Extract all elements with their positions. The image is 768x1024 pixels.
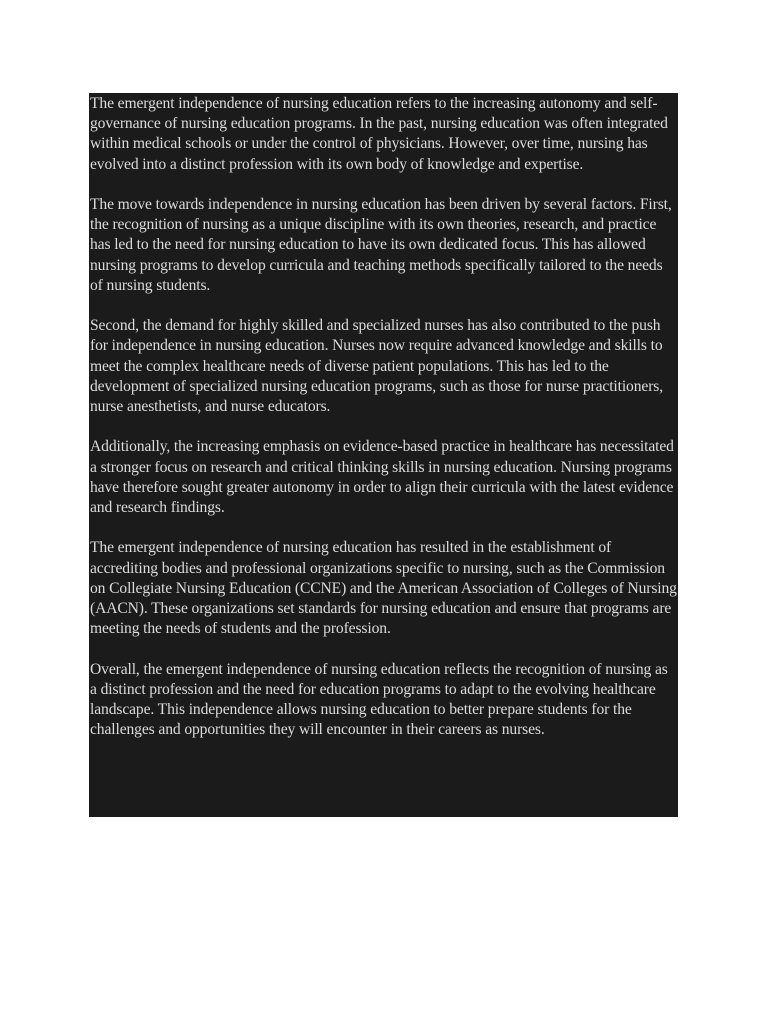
text-block: [89, 93, 678, 817]
paragraph-1: The emergent independence of nursing education refers to the increasing autonomy and self-governance of nursing education programs. In the past, nursing education was often integrated within medical schools or under the control of physicians. However, over time, nursing has evolved into a distinct profession with its own body of knowledge and expertise.: [90, 95, 668, 173]
paragraph-5: The emergent independence of nursing education has resulted in the establishment of accrediting bodies and professional organizations specific to nursing, such as the Commission on Collegiate Nursing Education (CCNE) and the American Association of Colleges of Nursing (AACN). These organizations set standards for nursing education and ensure that programs are meeting the needs of students and the profession.: [90, 539, 677, 638]
paragraph-6: Overall, the emergent independence of nursing education reflects the recognition of nursing as a distinct profession and the need for education programs to adapt to the evolving healthcare landscape. This independence allows nursing education to better prepare students for the challenges and opportunities they will encounter in their careers as nurses.: [90, 660, 668, 739]
paragraph-3: Second, the demand for highly skilled and specialized nurses has also contributed to the push for independence in nursing education. Nurses now require advanced knowledge and skills to meet the complex healthcare needs of diverse patient populations. This has led to the development of specialized nursing education programs, such as those for nurse practitioners, nurse anesthetists, and nurse educators.: [90, 317, 663, 416]
paragraph-4: Additionally, the increasing emphasis on evidence-based practice in healthcare has necessitated a stronger focus on research and critical thinking skills in nursing education. Nursing programs have therefore sought greater autonomy in order to align their curricula with the latest evidence and research findings.: [90, 438, 674, 517]
paragraph-2: The move towards independence in nursing education has been driven by several factors. First, the recognition of nursing as a unique discipline with its own theories, research, and practice has led to the need for nursing education to have its own dedicated focus. This has allowed nursing programs to develop curricula and teaching methods specifically tailored to the needs of nursing students.: [90, 196, 672, 294]
